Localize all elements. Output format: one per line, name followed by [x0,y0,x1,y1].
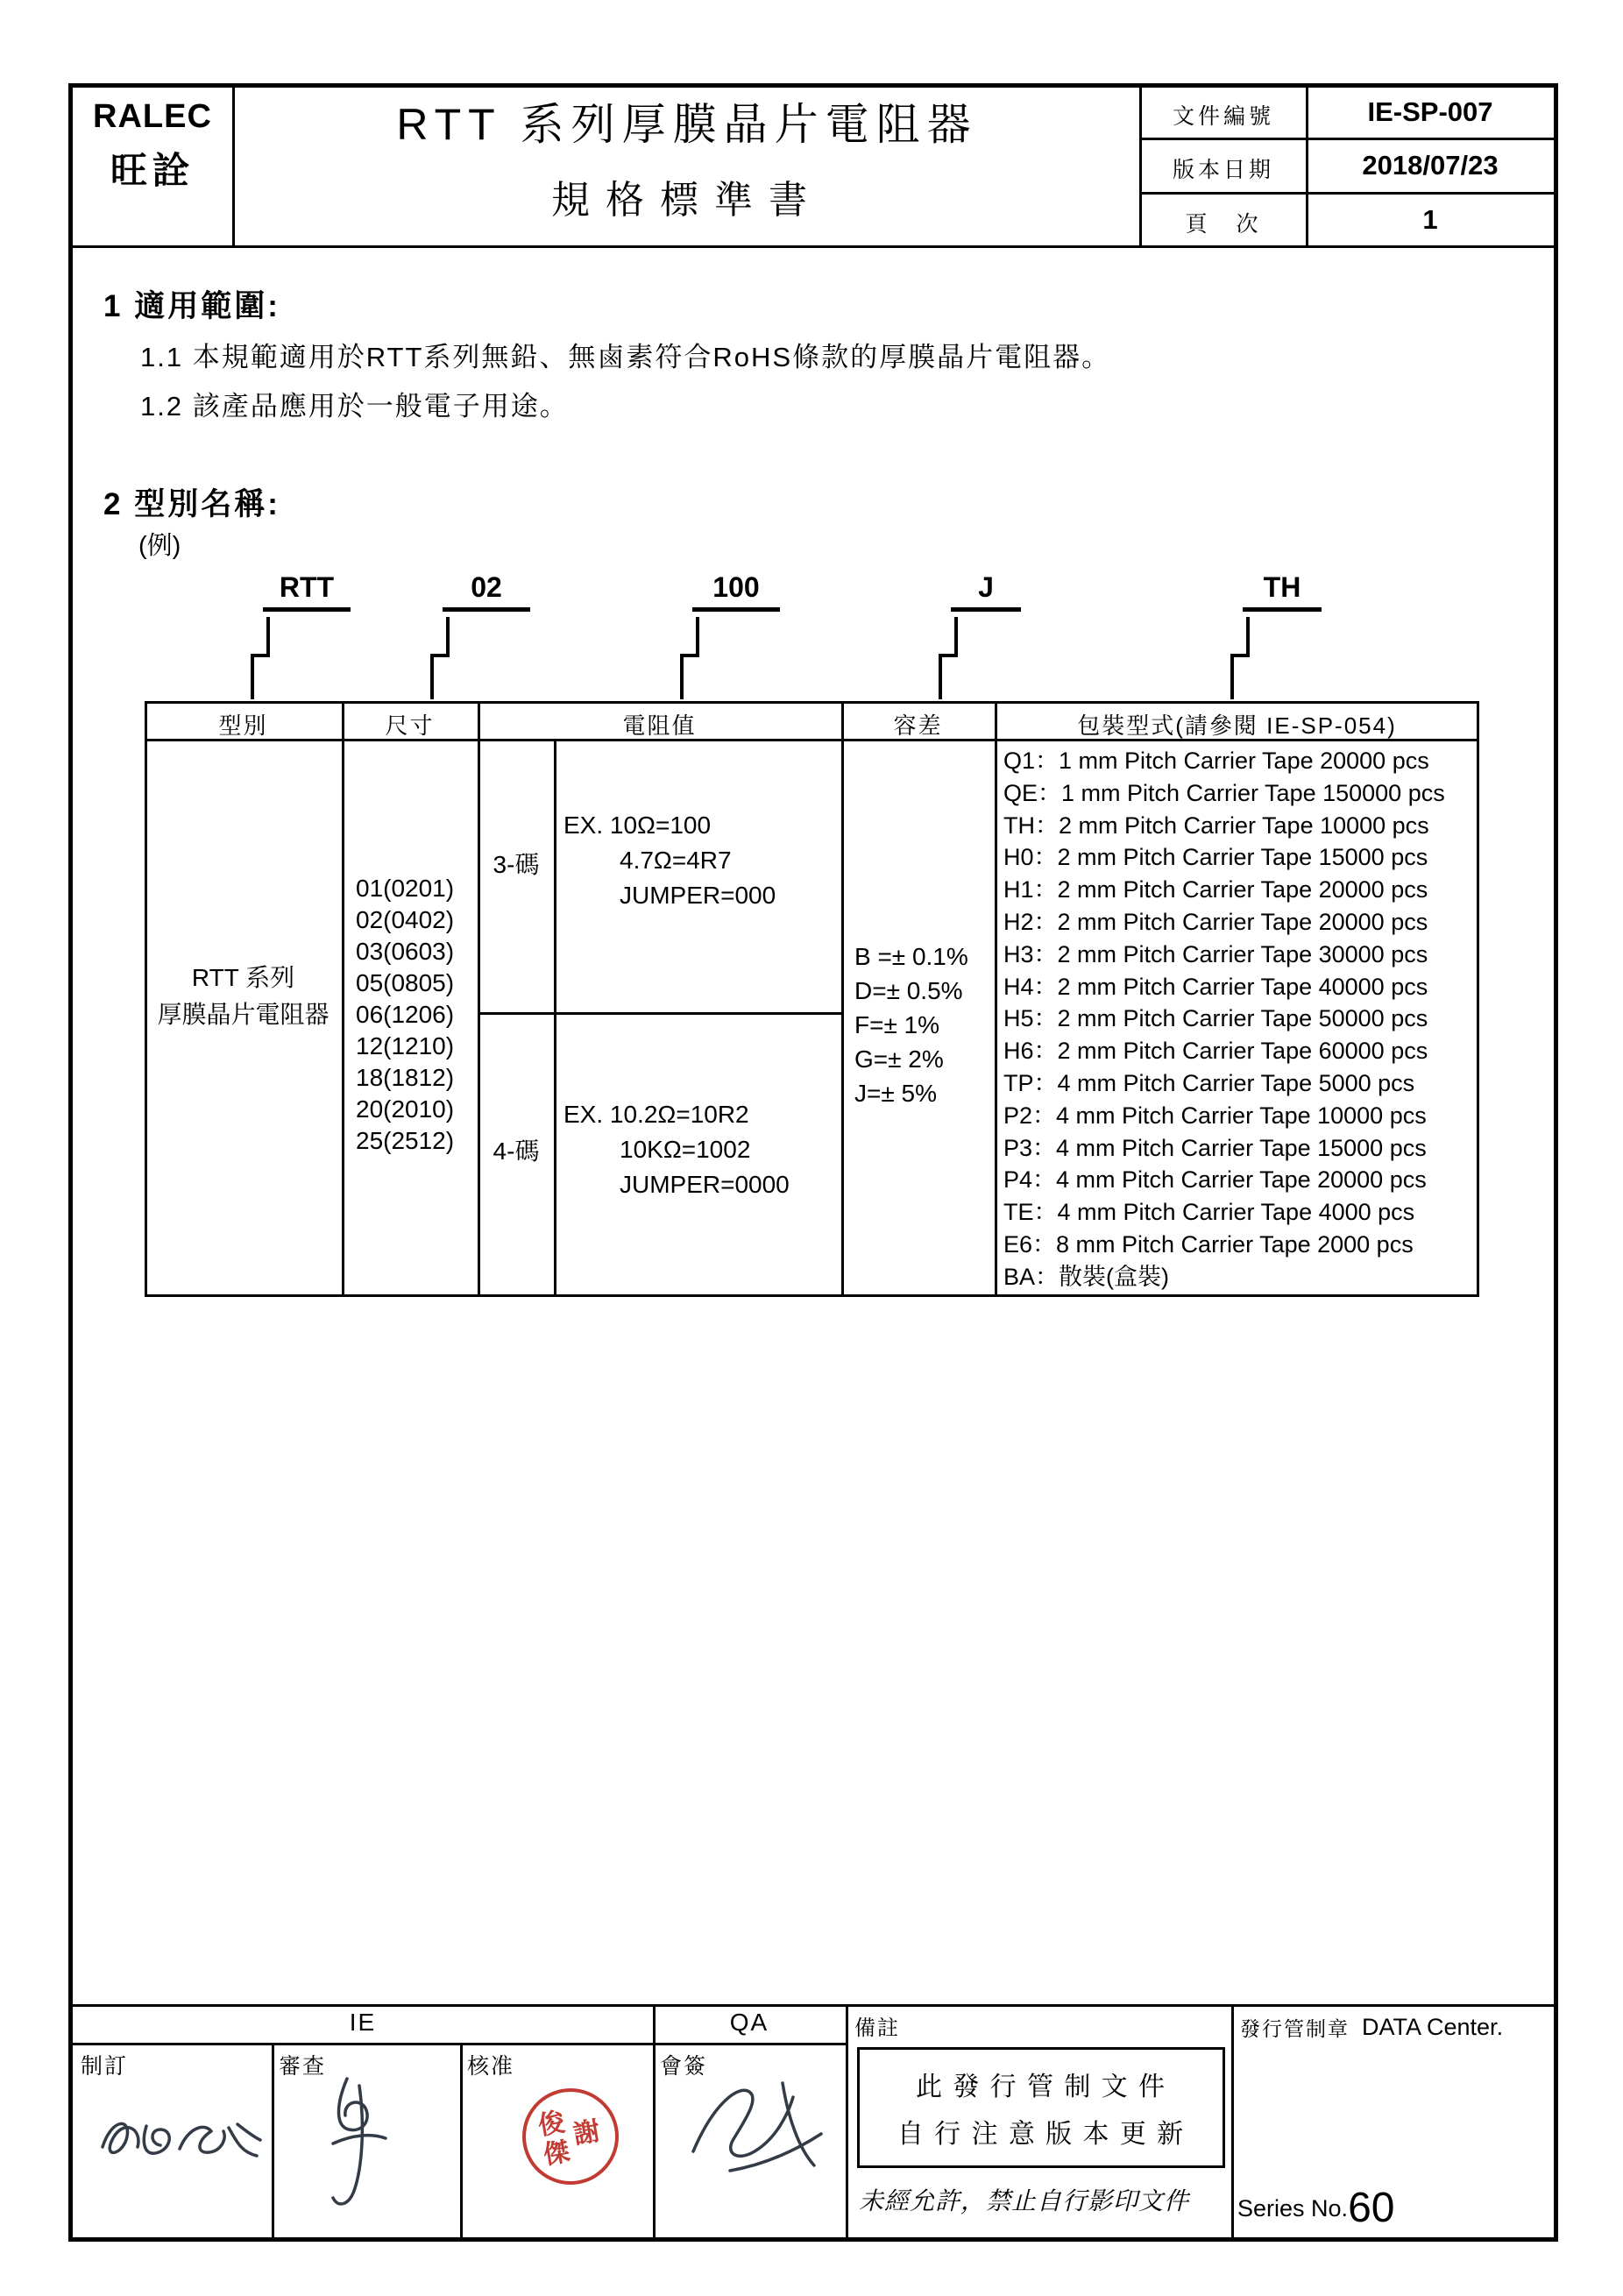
document-subtitle: 規格標準書 [551,179,823,222]
res-4digit-examples [563,1097,790,1202]
remark-note: 未經允許，禁止自行影印文件 [859,2187,1190,2215]
tolerance-item: J=± 5% [854,1080,937,1107]
header-bottom-line [73,245,1554,248]
res-example-line: 4.7Ω=4R7 [620,847,732,874]
signature-review [317,2068,400,2217]
packing-item: P3：4 mm Pitch Carrier Tape 15000 pcs [1003,1134,1427,1161]
packing-item: TP：4 mm Pitch Carrier Tape 5000 pcs [1003,1069,1415,1096]
stamp-left-column [536,2108,573,2172]
col-header-packing: 包裝型式(請參閱 IE-SP-054) [1077,712,1397,739]
section1-heading: 1 適用範圍: [103,289,280,323]
company-name-cn: 旺詮 [110,150,195,191]
series-number [1237,2187,1394,2229]
size-item: 01(0201) [356,875,455,902]
footer-qa-label: QA [729,2009,769,2036]
res-example-line: 10KΩ=1002 [620,1136,751,1163]
footer-top-line [73,2004,1554,2007]
res-example-line: JUMPER=000 [620,882,776,909]
control-stamp-value: DATA Center. [1362,2014,1504,2040]
remark-box [857,2047,1225,2168]
section1-item1: 1.1 本規範適用於RTT系列無鉛、無鹵素符合RoHS條款的厚膜晶片電阻器。 [140,342,1111,372]
size-item: 02(0402) [356,906,455,933]
tolerance-item: B =± 0.1% [854,943,968,970]
doc-number-value: IE-SP-007 [1367,96,1493,127]
part-code-series: RTT [263,571,351,612]
stamp-char: 俊 [535,2107,567,2141]
part-code-resistance: 100 [692,571,780,612]
version-date-label: 版本日期 [1172,158,1274,182]
page-number-value: 1 [1422,204,1438,235]
series-number-label: Series No. [1237,2195,1349,2222]
packing-item: H4：2 mm Pitch Carrier Tape 40000 pcs [1003,973,1428,1000]
size-item: 18(1812) [356,1064,455,1091]
packing-list [1003,745,1445,1293]
res-example-line: EX. 10.2Ω=10R2 [563,1101,749,1128]
table-col-line-4 [995,701,997,1297]
section2-heading: 2 型別名稱: [103,487,280,521]
col-header-resistance: 電阻值 [622,712,697,739]
stamp-char: 謝 [571,2116,603,2150]
signature-countersign [679,2064,833,2195]
document-title: RTT 系列厚膜晶片電阻器 [396,100,978,149]
remark-label: 備註 [854,2016,900,2040]
type-cell [145,960,342,1033]
table-col-line-1 [342,701,344,1297]
packing-item: TH：2 mm Pitch Carrier Tape 10000 pcs [1003,811,1429,839]
table-col-line-2 [478,701,480,1297]
packing-item: H5：2 mm Pitch Carrier Tape 50000 pcs [1003,1005,1428,1032]
header-info-row-line-2 [1139,192,1554,195]
tolerance-item: F=± 1% [854,1011,940,1038]
part-code-tolerance: J [951,571,1021,612]
packing-item: H6：2 mm Pitch Carrier Tape 60000 pcs [1003,1038,1428,1065]
footer-divider-review-approve [460,2043,463,2237]
version-date-value: 2018/07/23 [1362,150,1499,181]
stamp-right-column [571,2116,603,2151]
footer-divider-draft-review [272,2043,274,2237]
company-logo: RALEC [93,98,212,135]
table-col-line-3 [841,701,844,1297]
packing-item: H1：2 mm Pitch Carrier Tape 20000 pcs [1003,876,1428,904]
size-item: 12(1210) [356,1032,455,1059]
tolerance-item: G=± 2% [854,1045,944,1073]
col-header-size: 尺寸 [385,712,435,739]
header-info-row-line-1 [1139,138,1554,140]
section1-item2: 1.2 該產品應用於一般電子用途。 [140,391,569,422]
packing-item: QE：1 mm Pitch Carrier Tape 150000 pcs [1003,779,1445,806]
footer-divider-ie-qa [653,2004,656,2237]
stamp-char: 傑 [541,2137,572,2171]
packing-item: P4：4 mm Pitch Carrier Tape 20000 pcs [1003,1166,1427,1194]
packing-item: Q1：1 mm Pitch Carrier Tape 20000 pcs [1003,748,1429,774]
res-3digit-label: 3-碼 [493,851,540,878]
part-code-size: 02 [443,571,530,612]
tolerance-item: D=± 0.5% [854,977,963,1004]
header-divider-company [232,88,235,248]
role-draft-label: 制訂 [81,2054,129,2079]
part-number-connector-lines [145,613,1479,701]
size-item: 25(2512) [356,1127,455,1154]
packing-item: P2：4 mm Pitch Carrier Tape 10000 pcs [1003,1102,1427,1129]
control-stamp-cell [1240,2013,1503,2042]
col-header-tolerance: 容差 [893,712,943,739]
doc-number-label: 文件編號 [1172,104,1274,129]
tolerance-list [854,939,968,1110]
type-line2: 厚膜晶片電阻器 [157,1001,330,1028]
packing-item: H0：2 mm Pitch Carrier Tape 15000 pcs [1003,844,1428,871]
packing-item: H3：2 mm Pitch Carrier Tape 30000 pcs [1003,940,1428,967]
packing-item: H2：2 mm Pitch Carrier Tape 20000 pcs [1003,908,1428,935]
size-item: 05(0805) [356,969,455,996]
page-number-label: 頁 次 [1185,212,1262,237]
footer-divider-remark-control [1231,2004,1234,2237]
signature-draft [92,2101,267,2185]
size-item: 03(0603) [356,938,455,965]
series-number-value: 60 [1348,2185,1395,2231]
size-list [356,873,454,1157]
type-line1: RTT 系列 [191,964,295,991]
role-review-label: 審查 [279,2054,327,2079]
remark-box-line2: 自 行 注 意 版 本 更 新 [897,2120,1186,2149]
footer-ie-label: IE [349,2009,377,2036]
example-label: (例) [138,532,181,560]
role-approve-label: 核准 [467,2054,515,2079]
control-stamp-label: 發行管制章 [1240,2017,1350,2040]
col-header-type: 型別 [218,712,268,739]
packing-item: BA：散裝(盒裝) [1003,1263,1169,1290]
res-example-line: JUMPER=0000 [620,1171,790,1198]
remark-box-line1: 此 發 行 管 制 文 件 [915,2073,1166,2101]
footer-divider-qa-remark [846,2004,848,2237]
packing-item: E6：8 mm Pitch Carrier Tape 2000 pcs [1003,1230,1414,1258]
part-code-packing: TH [1243,571,1322,612]
role-countersign-label: 會簽 [660,2054,708,2079]
res-3digit-examples [563,808,776,913]
resistance-split-line [478,1012,841,1015]
table-subcol-line [554,741,556,1297]
size-item: 06(1206) [356,1001,455,1028]
res-example-line: EX. 10Ω=100 [563,811,712,839]
size-item: 20(2010) [356,1095,455,1123]
res-4digit-label: 4-碼 [493,1137,540,1165]
packing-item: TE：4 mm Pitch Carrier Tape 4000 pcs [1003,1199,1415,1226]
